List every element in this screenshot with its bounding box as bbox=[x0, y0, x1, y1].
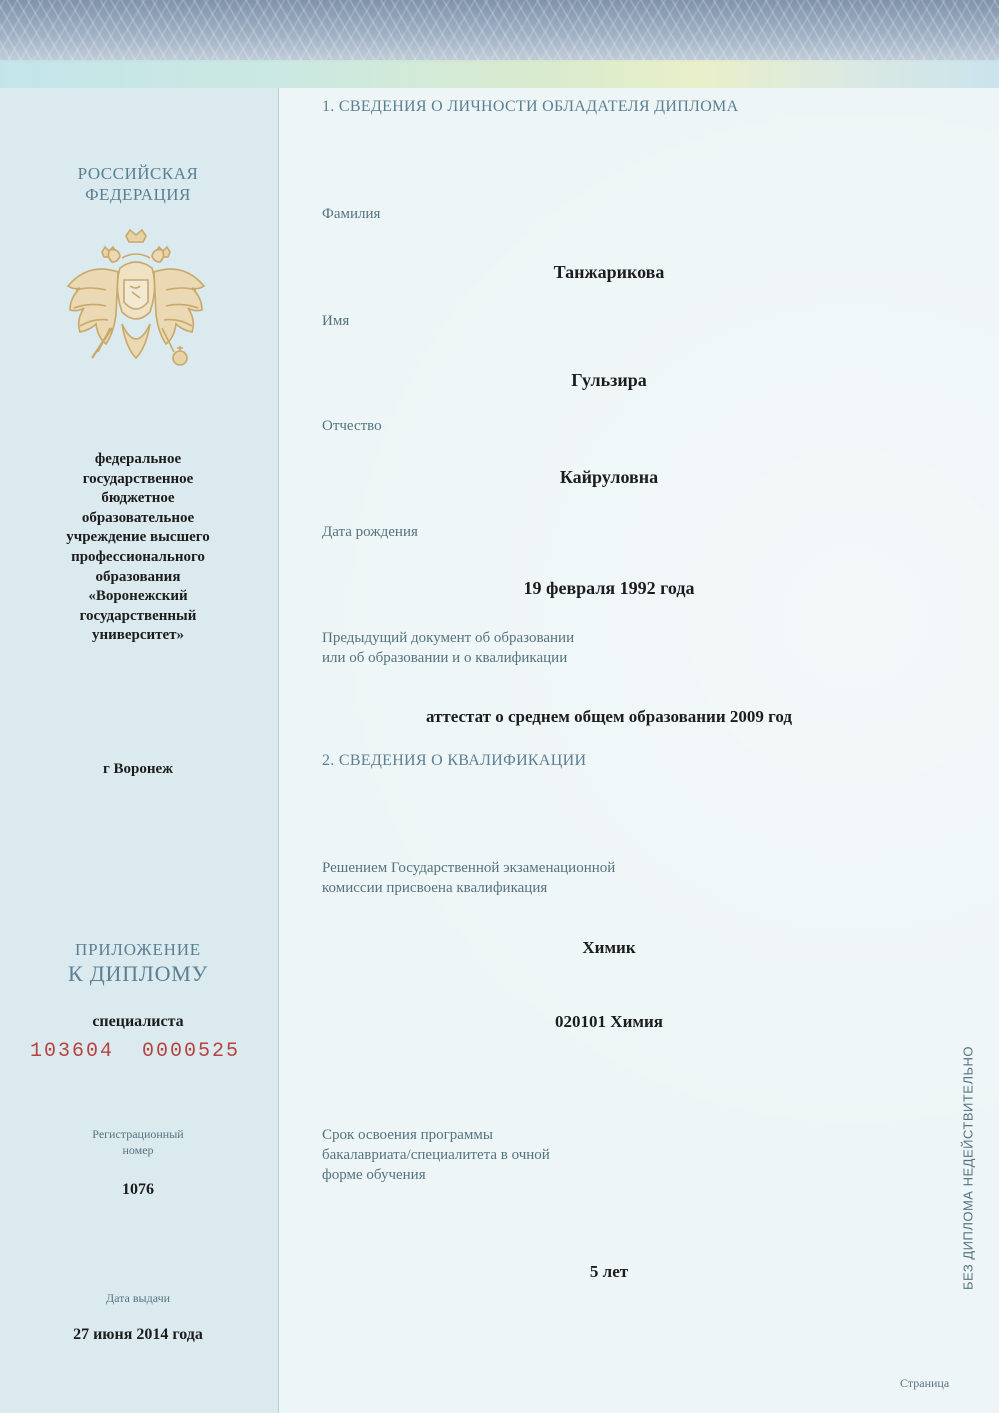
reg-number-label bbox=[58, 1126, 218, 1158]
institution-line: образовательное bbox=[81, 509, 195, 526]
institution-line: учреждение высшего bbox=[66, 529, 210, 546]
institution-line: бюджетное bbox=[101, 490, 175, 507]
prev-doc-value: аттестат о среднем общем образовании 2009 год bbox=[425, 707, 793, 726]
duration-label-line-3: форме обучения bbox=[322, 1167, 426, 1183]
prev-doc-label-line-2: или об образовании и о квалификации bbox=[322, 650, 568, 666]
reg-label-line-1: Регистрационный bbox=[92, 1127, 184, 1141]
russian-coat-of-arms-icon bbox=[62, 228, 210, 388]
security-pattern-band bbox=[0, 0, 999, 62]
country-line-2: ФЕДЕРАЦИЯ bbox=[85, 185, 191, 204]
reg-number: 1076 bbox=[122, 1181, 154, 1198]
surname-label: Фамилия bbox=[322, 206, 381, 222]
issue-date-label: Дата выдачи bbox=[105, 1291, 171, 1305]
serial-number: 103604 0000525 bbox=[30, 1040, 241, 1063]
country-line-1: РОССИЙСКАЯ bbox=[77, 164, 199, 183]
page-label: Страница bbox=[900, 1376, 950, 1390]
duration-label-line-2: бакалавриата/специалитета в очной bbox=[322, 1147, 550, 1163]
name-label: Имя bbox=[322, 313, 350, 329]
patronymic-value: Кайруловна bbox=[559, 467, 659, 487]
section-2-title: 2. СВЕДЕНИЯ О КВАЛИФИКАЦИИ bbox=[322, 752, 587, 769]
country-name bbox=[48, 163, 228, 205]
prev-doc-label bbox=[322, 628, 574, 668]
appendix-line-2: К ДИПЛОМУ bbox=[67, 961, 209, 986]
rainbow-gradient-strip bbox=[0, 60, 999, 88]
birthdate-label: Дата рождения bbox=[322, 524, 418, 540]
duration-label bbox=[322, 1125, 550, 1185]
decision-label-line-2: комиссии присвоена квалификация bbox=[322, 880, 548, 896]
name-value: Гульзира bbox=[571, 370, 647, 390]
side-note-text: БЕЗ ДИПЛОМА НЕДЕЙСТВИТЕЛЬНО bbox=[960, 1045, 976, 1291]
section-1-title: 1. СВЕДЕНИЯ О ЛИЧНОСТИ ОБЛАДАТЕЛЯ ДИПЛОМА bbox=[322, 98, 739, 115]
degree-type: специалиста bbox=[92, 1013, 184, 1030]
prev-doc-label-line-1: Предыдущий документ об образовании bbox=[322, 630, 575, 646]
institution-line: государственный bbox=[79, 607, 197, 624]
patronymic-label: Отчество bbox=[322, 418, 382, 434]
qualification-value: Химик bbox=[582, 938, 636, 957]
institution-line: государственное bbox=[82, 470, 194, 487]
birthdate-value: 19 февраля 1992 года bbox=[523, 578, 695, 598]
decision-label-line-1: Решением Государственной экзаменационной bbox=[322, 860, 616, 876]
reg-label-line-2: номер bbox=[122, 1143, 154, 1157]
institution-line: федеральное bbox=[94, 451, 182, 467]
institution-name bbox=[40, 450, 236, 646]
city: г Воронеж bbox=[102, 761, 174, 777]
institution-line: университет» bbox=[91, 627, 185, 644]
duration-label-line-1: Срок освоения программы bbox=[322, 1127, 493, 1143]
institution-line: «Воронежский bbox=[88, 588, 188, 605]
issue-date: 27 июня 2014 года bbox=[73, 1326, 203, 1343]
appendix-line-1: ПРИЛОЖЕНИЕ bbox=[75, 940, 201, 959]
specialty-value: 020101 Химия bbox=[555, 1012, 663, 1031]
institution-line: профессионального bbox=[71, 548, 205, 565]
institution-line: образования bbox=[95, 568, 181, 585]
decision-label bbox=[322, 858, 615, 898]
main-panel bbox=[279, 88, 999, 1413]
surname-value: Танжарикова bbox=[553, 262, 665, 282]
appendix-title bbox=[38, 940, 238, 987]
duration-value: 5 лет bbox=[589, 1262, 629, 1281]
